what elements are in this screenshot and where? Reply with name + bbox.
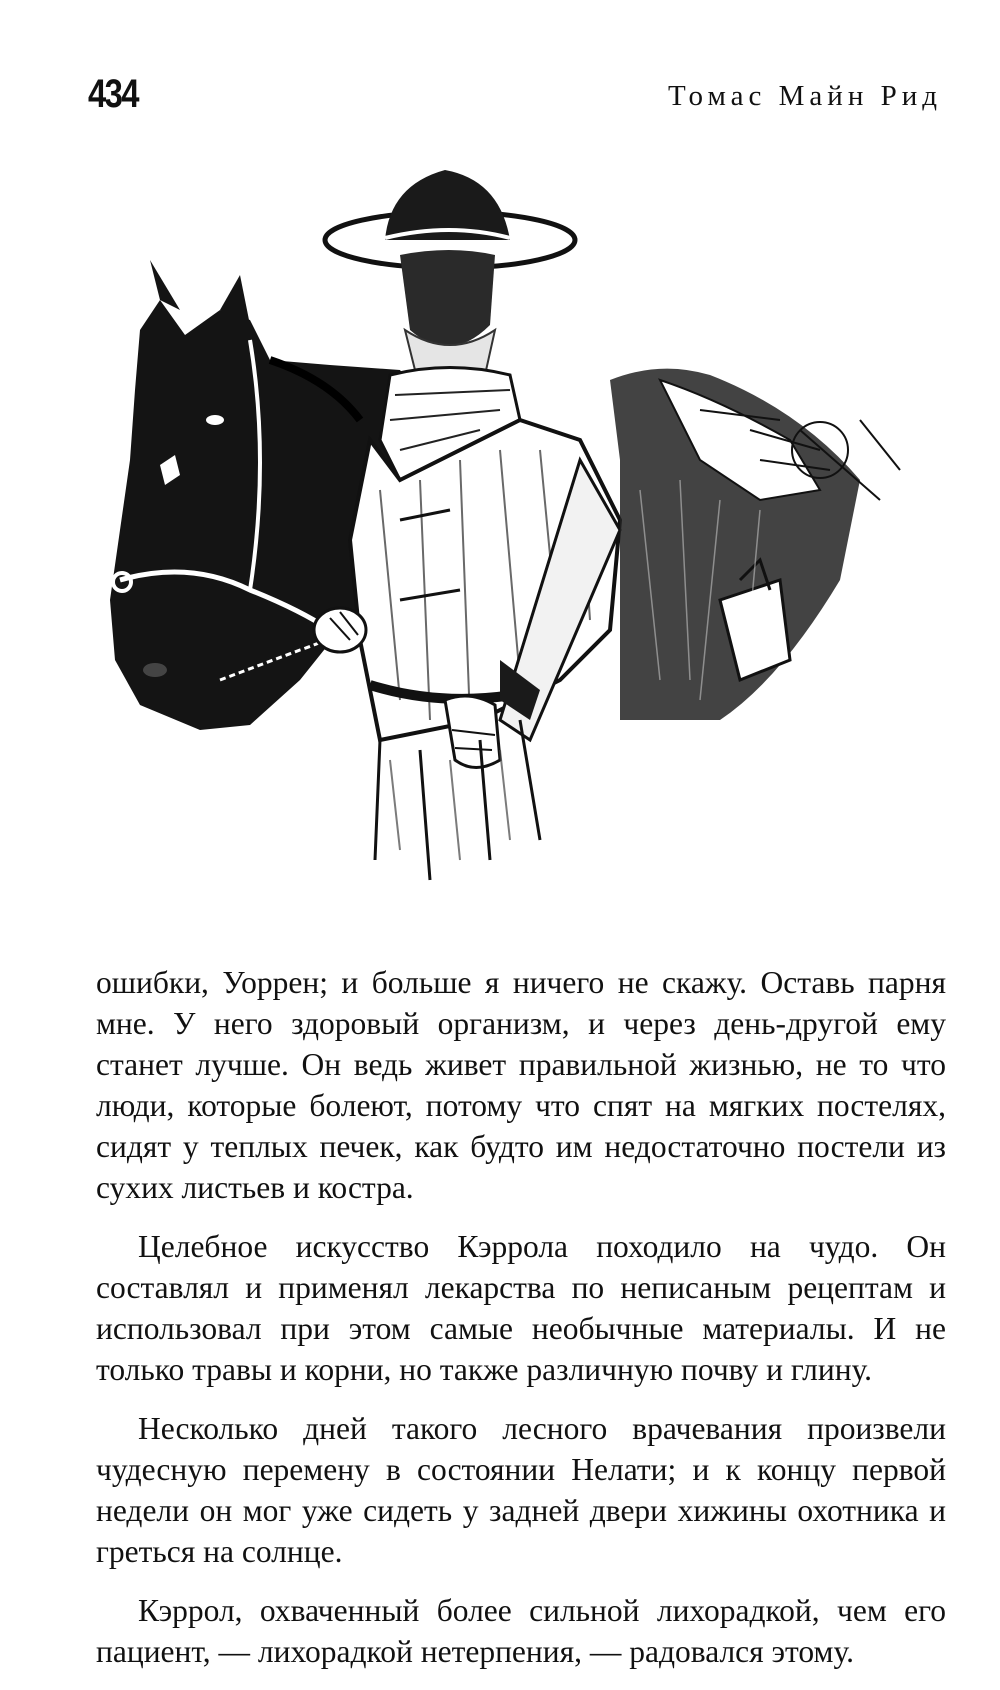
- paragraph: Несколько дней такого лесного врачевания произвели чудесную перемену в состоянии Нелати; и к концу первой недели он мог уже сидеть у задней двери хижины охотника и греться на солнце.: [96, 1411, 946, 1569]
- illustration-horseman-with-horse: [100, 160, 920, 920]
- pack-drawing: [610, 369, 900, 720]
- man-drawing: [314, 170, 620, 880]
- paragraph: Кэррол, охваченный более сильной лихорадкой, чем его пациент, — лихорадкой нетерпения, — радовался этому.: [96, 1593, 946, 1669]
- paragraph: Целебное искусство Кэррола походило на чудо. Он составлял и применял лекарства по неписаным рецептам и использовал при этом самые необычные материалы. И не только травы и корни, но также различную почву и глину.: [96, 1229, 946, 1387]
- page-number: 434: [88, 72, 138, 116]
- running-head: Томас Майн Рид: [668, 80, 942, 112]
- paragraph: ошибки, Уоррен; и больше я ничего не скажу. Оставь парня мне. У него здоровый организм, и через день-другой ему станет лучше. Он ведь живет правильной жизнью, не то что люди, которые болеют, потому что спят на мягких постелях, сидят у теплых печек, как будто им недостаточно постели из сухих листьев и костра.: [96, 965, 946, 1205]
- body-text: [96, 962, 946, 1690]
